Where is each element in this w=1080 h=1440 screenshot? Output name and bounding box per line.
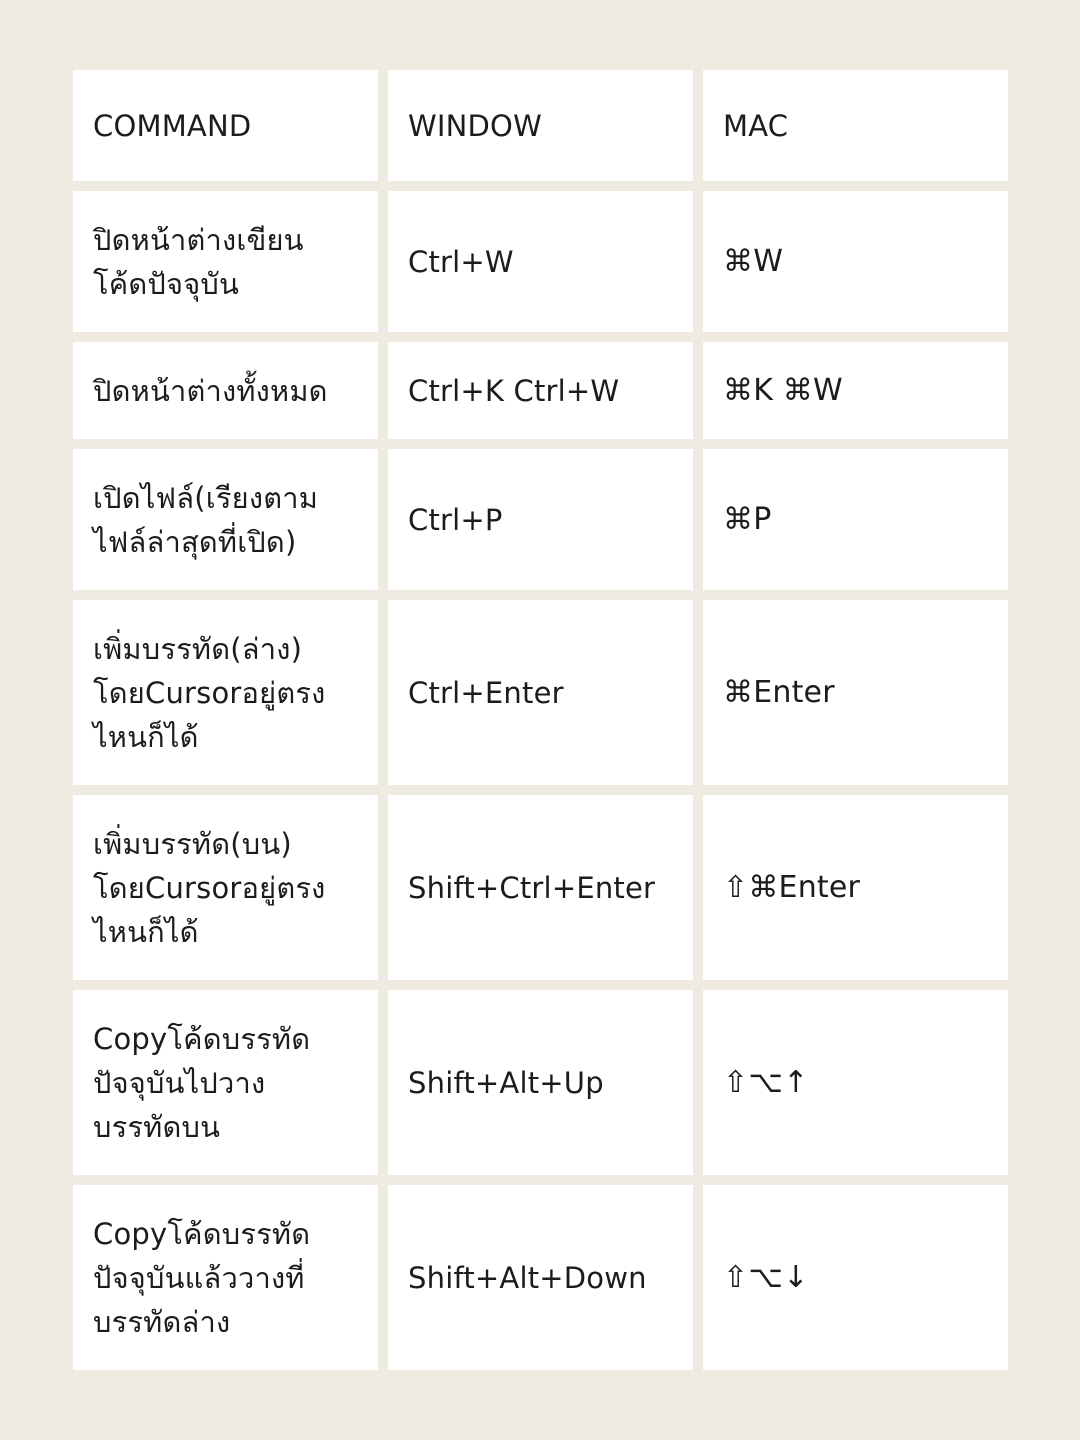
row-4-mac: ⌘Enter	[723, 674, 835, 710]
row-5-command: เพิ่มบรรทัด(บน) โดยCursorอยู่ตรง ไหนก็ได้	[93, 826, 326, 949]
row-1-mac-cell	[703, 191, 1008, 332]
row-4-command: เพิ่มบรรทัด(ล่าง) โดยCursorอยู่ตรง ไหนก็ได้	[93, 631, 326, 754]
row-7-command: Copyโค้ดบรรทัด ปัจจุบันแล้ววางที่ บรรทัดล่าง	[93, 1216, 311, 1339]
row-2-mac: ⌘K ⌘W	[723, 372, 843, 408]
row-5-window: Shift+Ctrl+Enter	[408, 870, 656, 905]
row-4-mac-cell	[703, 600, 1008, 785]
row-1-window: Ctrl+W	[408, 244, 514, 279]
row-7-command-cell	[73, 1185, 378, 1370]
row-5-mac-cell	[703, 795, 1008, 980]
row-3-window-cell	[388, 449, 693, 590]
row-2-window-cell	[388, 342, 693, 439]
row-1-command-cell	[73, 191, 378, 332]
row-4-command-cell	[73, 600, 378, 785]
header-window-label: WINDOW	[408, 108, 542, 143]
row-2-mac-cell	[703, 342, 1008, 439]
row-6-window: Shift+Alt+Up	[408, 1065, 604, 1100]
row-1-command: ปิดหน้าต่างเขียน โค้ดปัจจุบัน	[93, 222, 304, 301]
row-6-mac: ⇧⌥↑	[723, 1064, 809, 1100]
row-7-window-cell	[388, 1185, 693, 1370]
row-4-window-cell	[388, 600, 693, 785]
row-1-mac: ⌘W	[723, 243, 784, 279]
header-command-label: COMMAND	[93, 108, 252, 143]
row-3-command-cell	[73, 449, 378, 590]
row-6-command: Copyโค้ดบรรทัด ปัจจุบันไปวาง บรรทัดบน	[93, 1021, 311, 1144]
row-3-mac: ⌘P	[723, 501, 772, 537]
row-3-command: เปิดไฟล์(เรียงตาม ไฟล์ล่าสุดที่เปิด)	[93, 480, 319, 559]
shortcut-table	[73, 70, 1007, 1370]
row-5-command-cell	[73, 795, 378, 980]
row-4-window: Ctrl+Enter	[408, 675, 564, 710]
header-window	[388, 70, 693, 181]
header-mac-label: MAC	[723, 108, 789, 143]
row-6-window-cell	[388, 990, 693, 1175]
row-3-window: Ctrl+P	[408, 502, 503, 537]
row-1-window-cell	[388, 191, 693, 332]
row-2-command: ปิดหน้าต่างทั้งหมด	[93, 373, 328, 408]
row-3-mac-cell	[703, 449, 1008, 590]
row-2-window: Ctrl+K Ctrl+W	[408, 373, 620, 408]
row-7-mac-cell	[703, 1185, 1008, 1370]
row-7-window: Shift+Alt+Down	[408, 1260, 647, 1295]
row-6-mac-cell	[703, 990, 1008, 1175]
row-7-mac: ⇧⌥↓	[723, 1259, 809, 1295]
row-6-command-cell	[73, 990, 378, 1175]
row-5-window-cell	[388, 795, 693, 980]
row-2-command-cell	[73, 342, 378, 439]
header-mac	[703, 70, 1008, 181]
header-command	[73, 70, 378, 181]
row-5-mac: ⇧⌘Enter	[723, 869, 861, 905]
